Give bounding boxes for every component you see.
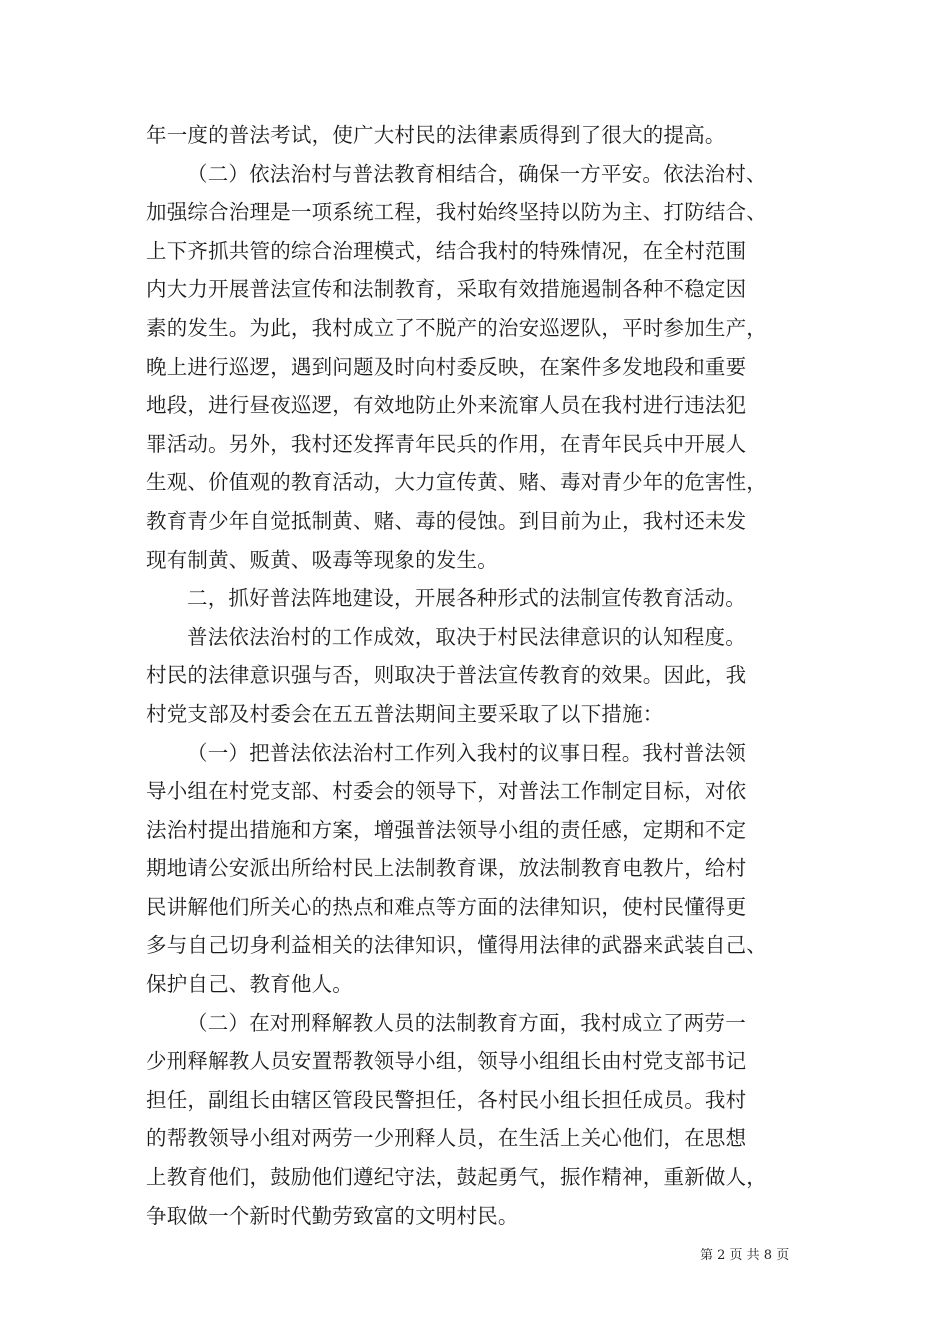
text-line: 素的发生。为此，我村成立了不脱产的治安巡逻队，平时参加生产， — [146, 315, 767, 340]
text-line: 导小组在村党支部、村委会的领导下，对普法工作制定目标，对依 — [146, 779, 747, 804]
text-line: 少刑释解教人员安置帮教领导小组，领导小组组长由村党支部书记 — [146, 1049, 747, 1074]
text-line: 晚上进行巡逻，遇到问题及时向村委反映，在案件多发地段和重要 — [146, 354, 747, 379]
text-line: 普法依法治村的工作成效，取决于村民法律意识的认知程度。 — [187, 624, 746, 649]
text-line: 加强综合治理是一项系统工程，我村始终坚持以防为主、打防结合、 — [146, 200, 767, 225]
text-line: 民讲解他们所关心的热点和难点等方面的法律知识，使村民懂得更 — [146, 894, 747, 919]
text-line: 二，抓好普法阵地建设，开展各种形式的法制宣传教育活动。 — [187, 586, 746, 611]
text-line: 保护自己、教育他人。 — [146, 972, 353, 997]
page-number: 第 2 页 共 8 页 — [700, 1248, 790, 1263]
text-line: 罪活动。另外，我村还发挥青年民兵的作用，在青年民兵中开展人 — [146, 431, 747, 456]
text-line: 现有制黄、贩黄、吸毒等现象的发生。 — [146, 547, 498, 572]
document-body — [146, 116, 810, 1235]
text-line: 地段，进行昼夜巡逻，有效地防止外来流窜人员在我村进行违法犯 — [146, 393, 747, 418]
text-line: 年一度的普法考试，使广大村民的法律素质得到了很大的提高。 — [146, 123, 726, 147]
text-line: 教育青少年自觉抵制黄、赌、毒的侵蚀。到目前为止，我村还未发 — [146, 508, 747, 533]
text-line: （二）依法治村与普法教育相结合，确保一方平安。依法治村、 — [187, 161, 767, 186]
text-line: 上下齐抓共管的综合治理模式，结合我村的特殊情况，在全村范围 — [146, 238, 747, 263]
text-line: 期地请公安派出所给村民上法制教育课，放法制教育电教片，给村 — [146, 856, 747, 881]
text-line: 法治村提出措施和方案，增强普法领导小组的责任感，定期和不定 — [146, 817, 747, 842]
text-line: 担任，副组长由辖区管段民警担任，各村民小组长担任成员。我村 — [146, 1087, 747, 1112]
text-line: 村党支部及村委会在五五普法期间主要采取了以下措施： — [146, 701, 664, 726]
text-line: 争取做一个新时代勤劳致富的文明村民。 — [146, 1203, 519, 1228]
text-line: 生观、价值观的教育活动，大力宣传黄、赌、毒对青少年的危害性， — [146, 470, 767, 495]
text-line: （二）在对刑释解教人员的法制教育方面，我村成立了两劳一 — [187, 1010, 746, 1035]
text-line: （一）把普法依法治村工作列入我村的议事日程。我村普法领 — [187, 740, 746, 765]
text-line: 的帮教领导小组对两劳一少刑释人员，在生活上关心他们，在思想 — [146, 1126, 747, 1151]
text-line: 多与自己切身利益相关的法律知识，懂得用法律的武器来武装自己、 — [146, 933, 767, 958]
text-line: 上教育他们，鼓励他们遵纪守法，鼓起勇气，振作精神，重新做人， — [146, 1165, 767, 1190]
text-line: 村民的法律意识强与否，则取决于普法宣传教育的效果。因此，我 — [146, 663, 747, 688]
text-line: 内大力开展普法宣传和法制教育，采取有效措施遏制各种不稳定因 — [146, 277, 747, 302]
